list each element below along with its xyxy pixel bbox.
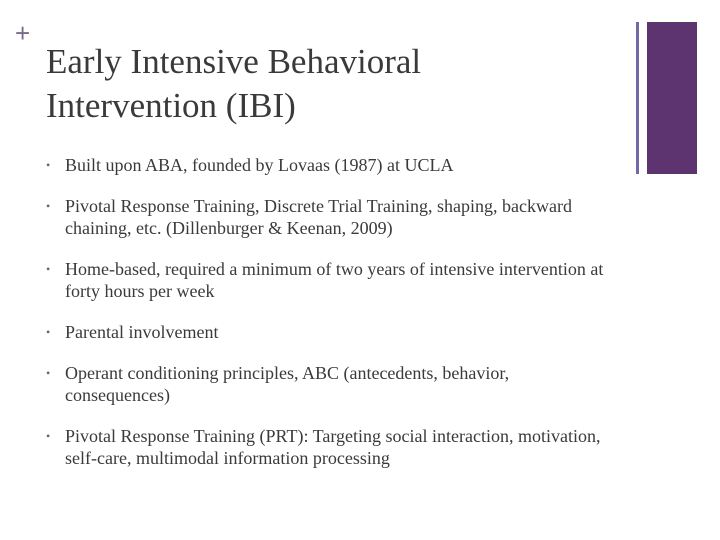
bullet-list (46, 154, 606, 488)
bullet-marker: • (46, 366, 51, 380)
bullet-item (46, 425, 606, 469)
bullet-marker: • (46, 199, 51, 213)
bullet-text: Pivotal Response Training (PRT): Targeting social interaction, motivation, self-care, multimodal information processing (65, 426, 601, 468)
bullet-text: Pivotal Response Training, Discrete Trial Training, shaping, backward chaining, etc. (Dillenburger & Keenan, 2009) (65, 196, 572, 238)
bullet-marker: • (46, 262, 51, 276)
bullet-item (46, 362, 606, 406)
slide-title (46, 40, 606, 128)
bullet-text: Built upon ABA, founded by Lovaas (1987) at UCLA (65, 155, 454, 175)
bullet-item (46, 321, 606, 343)
bullet-item (46, 195, 606, 239)
bullet-marker: • (46, 325, 51, 339)
bullet-item (46, 154, 606, 176)
bullet-marker: • (46, 158, 51, 172)
bullet-text: Operant conditioning principles, ABC (antecedents, behavior, consequences) (65, 363, 510, 405)
title-line-1: Early Intensive Behavioral (46, 42, 422, 81)
title-line-2: Intervention (IBI) (46, 86, 296, 125)
bullet-text: Parental involvement (65, 322, 219, 342)
bullet-item (46, 258, 606, 302)
plus-icon: + (15, 18, 31, 48)
accent-line (636, 22, 639, 174)
bullet-text: Home-based, required a minimum of two years of intensive intervention at forty hours per week (65, 259, 604, 301)
bullet-marker: • (46, 429, 51, 443)
accent-box (647, 22, 697, 174)
